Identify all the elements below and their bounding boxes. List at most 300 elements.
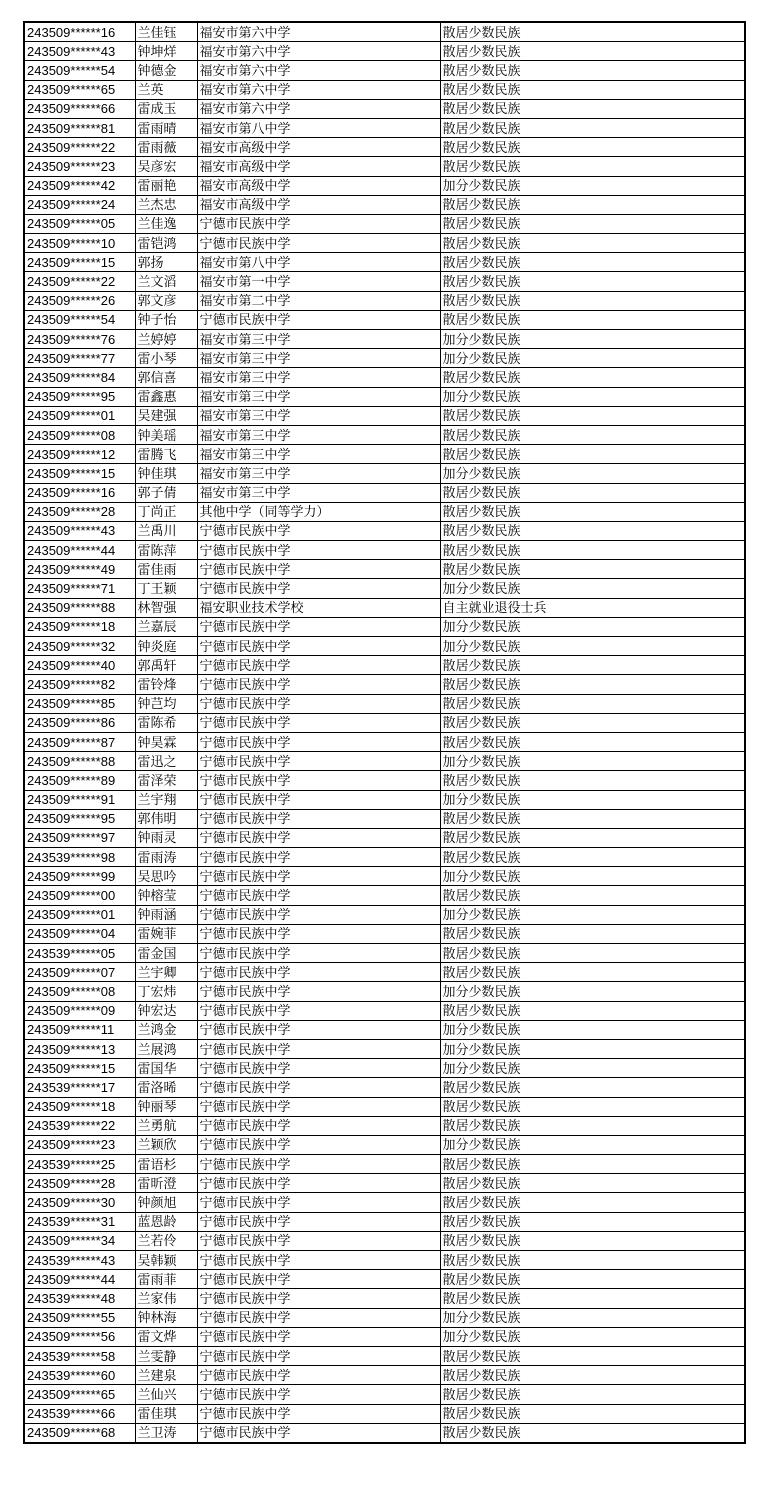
exam-id-cell: 243509******08 <box>24 982 135 1001</box>
exam-id-cell: 243509******66 <box>24 99 135 118</box>
name-cell: 雷文烨 <box>135 1327 197 1346</box>
category-cell: 散居少数民族 <box>440 310 745 329</box>
school-cell: 宁德市民族中学 <box>197 1308 440 1327</box>
category-cell: 散居少数民族 <box>440 42 745 61</box>
table-row <box>24 790 745 809</box>
name-cell: 雷铃烽 <box>135 675 197 694</box>
name-cell: 兰佳钰 <box>135 22 197 42</box>
exam-id-cell: 243539******05 <box>24 944 135 963</box>
category-cell: 散居少数民族 <box>440 118 745 137</box>
table-row <box>24 368 745 387</box>
exam-id-cell: 243509******09 <box>24 1001 135 1020</box>
category-cell: 散居少数民族 <box>440 1289 745 1308</box>
category-cell: 散居少数民族 <box>440 291 745 310</box>
exam-id-cell: 243509******12 <box>24 445 135 464</box>
category-cell: 加分少数民族 <box>440 617 745 636</box>
school-cell: 宁德市民族中学 <box>197 1366 440 1385</box>
exam-id-cell: 243509******87 <box>24 732 135 751</box>
table-row <box>24 694 745 713</box>
category-cell: 加分少数民族 <box>440 867 745 886</box>
name-cell: 丁王颖 <box>135 579 197 598</box>
table-row <box>24 656 745 675</box>
table-row <box>24 982 745 1001</box>
school-cell: 宁德市民族中学 <box>197 752 440 771</box>
table-row <box>24 445 745 464</box>
category-cell: 散居少数民族 <box>440 886 745 905</box>
exam-id-cell: 243509******13 <box>24 1039 135 1058</box>
name-cell: 兰卫涛 <box>135 1423 197 1443</box>
school-cell: 福安市第八中学 <box>197 253 440 272</box>
name-cell: 雷腾飞 <box>135 445 197 464</box>
exam-id-cell: 243509******04 <box>24 924 135 943</box>
table-row <box>24 1385 745 1404</box>
school-cell: 宁德市民族中学 <box>197 1155 440 1174</box>
name-cell: 兰家伟 <box>135 1289 197 1308</box>
category-cell: 加分少数民族 <box>440 464 745 483</box>
category-cell: 散居少数民族 <box>440 1116 745 1135</box>
exam-id-cell: 243509******77 <box>24 349 135 368</box>
category-cell: 散居少数民族 <box>440 425 745 444</box>
exam-id-cell: 243509******43 <box>24 42 135 61</box>
table-row <box>24 330 745 349</box>
table-row <box>24 310 745 329</box>
school-cell: 宁德市民族中学 <box>197 771 440 790</box>
name-cell: 吴彦宏 <box>135 157 197 176</box>
exam-id-cell: 243509******97 <box>24 828 135 847</box>
exam-id-cell: 243509******82 <box>24 675 135 694</box>
exam-id-cell: 243509******99 <box>24 867 135 886</box>
table-row <box>24 1155 745 1174</box>
name-cell: 丁宏炜 <box>135 982 197 1001</box>
table-row <box>24 1289 745 1308</box>
school-cell: 宁德市民族中学 <box>197 1174 440 1193</box>
exam-id-cell: 243539******98 <box>24 848 135 867</box>
table-row <box>24 1423 745 1443</box>
table-row <box>24 1270 745 1289</box>
name-cell: 兰若伶 <box>135 1231 197 1250</box>
category-cell: 自主就业退役士兵 <box>440 598 745 617</box>
exam-id-cell: 243539******48 <box>24 1289 135 1308</box>
exam-id-cell: 243509******11 <box>24 1020 135 1039</box>
table-row <box>24 157 745 176</box>
table-row <box>24 771 745 790</box>
name-cell: 钟芑均 <box>135 694 197 713</box>
name-cell: 兰仙兴 <box>135 1385 197 1404</box>
name-cell: 雷雨菲 <box>135 1270 197 1289</box>
exam-id-cell: 243509******30 <box>24 1193 135 1212</box>
category-cell: 散居少数民族 <box>440 1155 745 1174</box>
name-cell: 雷佳雨 <box>135 560 197 579</box>
category-cell: 散居少数民族 <box>440 1270 745 1289</box>
name-cell: 兰英 <box>135 80 197 99</box>
name-cell: 兰杰忠 <box>135 195 197 214</box>
school-cell: 福安市第三中学 <box>197 445 440 464</box>
table-row <box>24 1078 745 1097</box>
name-cell: 兰雯静 <box>135 1346 197 1365</box>
name-cell: 兰颖欣 <box>135 1135 197 1154</box>
school-cell: 福安市第三中学 <box>197 387 440 406</box>
category-cell: 加分少数民族 <box>440 579 745 598</box>
table-row <box>24 809 745 828</box>
school-cell: 宁德市民族中学 <box>197 867 440 886</box>
school-cell: 宁德市民族中学 <box>197 924 440 943</box>
exam-id-cell: 243509******28 <box>24 502 135 521</box>
name-cell: 雷婉菲 <box>135 924 197 943</box>
category-cell: 散居少数民族 <box>440 1078 745 1097</box>
name-cell: 郭伟明 <box>135 809 197 828</box>
name-cell: 郭子倩 <box>135 483 197 502</box>
exam-id-cell: 243509******22 <box>24 272 135 291</box>
name-cell: 兰佳逸 <box>135 214 197 233</box>
exam-id-cell: 243509******65 <box>24 80 135 99</box>
school-cell: 宁德市民族中学 <box>197 886 440 905</box>
school-cell: 宁德市民族中学 <box>197 617 440 636</box>
exam-id-cell: 243539******31 <box>24 1212 135 1231</box>
table-row <box>24 867 745 886</box>
name-cell: 雷铠鸿 <box>135 234 197 253</box>
table-row <box>24 1404 745 1423</box>
exam-id-cell: 243509******08 <box>24 425 135 444</box>
exam-id-cell: 243539******58 <box>24 1346 135 1365</box>
school-cell: 宁德市民族中学 <box>197 1212 440 1231</box>
category-cell: 散居少数民族 <box>440 1212 745 1231</box>
exam-id-cell: 243509******95 <box>24 809 135 828</box>
school-cell: 福安市第一中学 <box>197 272 440 291</box>
school-cell: 宁德市民族中学 <box>197 1193 440 1212</box>
name-cell: 郭禹轩 <box>135 656 197 675</box>
name-cell: 雷国华 <box>135 1059 197 1078</box>
table-row <box>24 848 745 867</box>
table-row <box>24 502 745 521</box>
category-cell: 散居少数民族 <box>440 1251 745 1270</box>
exam-id-cell: 243509******65 <box>24 1385 135 1404</box>
category-cell: 散居少数民族 <box>440 1231 745 1250</box>
category-cell: 散居少数民族 <box>440 944 745 963</box>
exam-id-cell: 243509******05 <box>24 214 135 233</box>
exam-id-cell: 243509******95 <box>24 387 135 406</box>
table-row <box>24 886 745 905</box>
table-row <box>24 61 745 80</box>
name-cell: 钟宏达 <box>135 1001 197 1020</box>
table-row <box>24 1231 745 1250</box>
school-cell: 宁德市民族中学 <box>197 982 440 1001</box>
table-row <box>24 905 745 924</box>
name-cell: 兰禹川 <box>135 521 197 540</box>
school-cell: 福安市第六中学 <box>197 22 440 42</box>
exam-id-cell: 243539******17 <box>24 1078 135 1097</box>
exam-id-cell: 243509******76 <box>24 330 135 349</box>
name-cell: 雷昕澄 <box>135 1174 197 1193</box>
name-cell: 吴思吟 <box>135 867 197 886</box>
table-row <box>24 483 745 502</box>
exam-id-cell: 243509******18 <box>24 617 135 636</box>
school-cell: 宁德市民族中学 <box>197 1039 440 1058</box>
exam-id-cell: 243509******54 <box>24 61 135 80</box>
school-cell: 福安职业技术学校 <box>197 598 440 617</box>
school-cell: 宁德市民族中学 <box>197 214 440 233</box>
name-cell: 钟昊霖 <box>135 732 197 751</box>
name-cell: 兰展鸿 <box>135 1039 197 1058</box>
exam-id-cell: 243509******15 <box>24 464 135 483</box>
table-row <box>24 1020 745 1039</box>
category-cell: 散居少数民族 <box>440 61 745 80</box>
category-cell: 散居少数民族 <box>440 99 745 118</box>
category-cell: 散居少数民族 <box>440 694 745 713</box>
category-cell: 加分少数民族 <box>440 1020 745 1039</box>
category-cell: 加分少数民族 <box>440 905 745 924</box>
name-cell: 雷成玉 <box>135 99 197 118</box>
school-cell: 宁德市民族中学 <box>197 1423 440 1443</box>
name-cell: 兰勇航 <box>135 1116 197 1135</box>
exam-id-cell: 243509******44 <box>24 541 135 560</box>
category-cell: 散居少数民族 <box>440 1001 745 1020</box>
table-row <box>24 234 745 253</box>
name-cell: 兰宇卿 <box>135 963 197 982</box>
name-cell: 雷丽艳 <box>135 176 197 195</box>
exam-id-cell: 243509******15 <box>24 1059 135 1078</box>
table-row <box>24 349 745 368</box>
name-cell: 钟丽琴 <box>135 1097 197 1116</box>
exam-id-cell: 243509******16 <box>24 22 135 42</box>
exam-id-cell: 243509******01 <box>24 406 135 425</box>
school-cell: 福安市第三中学 <box>197 330 440 349</box>
table-row <box>24 1116 745 1135</box>
school-cell: 福安市高级中学 <box>197 157 440 176</box>
school-cell: 其他中学（同等学力） <box>197 502 440 521</box>
table-row <box>24 1001 745 1020</box>
category-cell: 散居少数民族 <box>440 80 745 99</box>
exam-id-cell: 243509******86 <box>24 713 135 732</box>
category-cell: 散居少数民族 <box>440 157 745 176</box>
category-cell: 散居少数民族 <box>440 771 745 790</box>
school-cell: 宁德市民族中学 <box>197 1289 440 1308</box>
category-cell: 散居少数民族 <box>440 483 745 502</box>
category-cell: 散居少数民族 <box>440 1097 745 1116</box>
school-cell: 宁德市民族中学 <box>197 828 440 847</box>
school-cell: 宁德市民族中学 <box>197 1020 440 1039</box>
school-cell: 宁德市民族中学 <box>197 234 440 253</box>
exam-id-cell: 243509******71 <box>24 579 135 598</box>
exam-id-cell: 243509******88 <box>24 752 135 771</box>
school-cell: 福安市第三中学 <box>197 406 440 425</box>
exam-id-cell: 243509******85 <box>24 694 135 713</box>
exam-id-cell: 243509******43 <box>24 521 135 540</box>
category-cell: 散居少数民族 <box>440 560 745 579</box>
table-row <box>24 1135 745 1154</box>
name-cell: 郭扬 <box>135 253 197 272</box>
table-row <box>24 1212 745 1231</box>
name-cell: 兰文滔 <box>135 272 197 291</box>
table-row <box>24 464 745 483</box>
name-cell: 雷迅之 <box>135 752 197 771</box>
school-cell: 宁德市民族中学 <box>197 905 440 924</box>
name-cell: 钟雨灵 <box>135 828 197 847</box>
school-cell: 宁德市民族中学 <box>197 579 440 598</box>
category-cell: 散居少数民族 <box>440 1366 745 1385</box>
table-row <box>24 521 745 540</box>
exam-id-cell: 243509******81 <box>24 118 135 137</box>
category-cell: 散居少数民族 <box>440 1174 745 1193</box>
name-cell: 雷洛晞 <box>135 1078 197 1097</box>
category-cell: 散居少数民族 <box>440 1423 745 1443</box>
name-cell: 钟雨涵 <box>135 905 197 924</box>
exam-id-cell: 243509******23 <box>24 1135 135 1154</box>
school-cell: 宁德市民族中学 <box>197 637 440 656</box>
school-cell: 宁德市民族中学 <box>197 848 440 867</box>
school-cell: 福安市第二中学 <box>197 291 440 310</box>
category-cell: 散居少数民族 <box>440 1346 745 1365</box>
category-cell: 散居少数民族 <box>440 656 745 675</box>
exam-id-cell: 243509******54 <box>24 310 135 329</box>
category-cell: 散居少数民族 <box>440 848 745 867</box>
school-cell: 宁德市民族中学 <box>197 1097 440 1116</box>
exam-id-cell: 243509******00 <box>24 886 135 905</box>
table-row <box>24 80 745 99</box>
table-row <box>24 963 745 982</box>
exam-id-cell: 243509******10 <box>24 234 135 253</box>
table-row <box>24 272 745 291</box>
exam-id-cell: 243509******42 <box>24 176 135 195</box>
school-cell: 福安市第六中学 <box>197 61 440 80</box>
category-cell: 散居少数民族 <box>440 214 745 233</box>
school-cell: 宁德市民族中学 <box>197 1346 440 1365</box>
student-table <box>23 21 746 1444</box>
name-cell: 郭信喜 <box>135 368 197 387</box>
school-cell: 福安市第三中学 <box>197 425 440 444</box>
exam-id-cell: 243509******16 <box>24 483 135 502</box>
school-cell: 福安市高级中学 <box>197 195 440 214</box>
table-row <box>24 1174 745 1193</box>
exam-id-cell: 243509******88 <box>24 598 135 617</box>
category-cell: 加分少数民族 <box>440 330 745 349</box>
table-row <box>24 598 745 617</box>
school-cell: 福安市第六中学 <box>197 42 440 61</box>
exam-id-cell: 243509******84 <box>24 368 135 387</box>
exam-id-cell: 243509******68 <box>24 1423 135 1443</box>
school-cell: 宁德市民族中学 <box>197 1404 440 1423</box>
exam-id-cell: 243509******24 <box>24 195 135 214</box>
category-cell: 散居少数民族 <box>440 809 745 828</box>
category-cell: 加分少数民族 <box>440 349 745 368</box>
name-cell: 雷泽荣 <box>135 771 197 790</box>
school-cell: 宁德市民族中学 <box>197 1385 440 1404</box>
category-cell: 散居少数民族 <box>440 234 745 253</box>
name-cell: 雷语杉 <box>135 1155 197 1174</box>
category-cell: 散居少数民族 <box>440 272 745 291</box>
table-row <box>24 291 745 310</box>
exam-id-cell: 243509******01 <box>24 905 135 924</box>
name-cell: 兰宇翔 <box>135 790 197 809</box>
category-cell: 加分少数民族 <box>440 387 745 406</box>
table-row <box>24 1251 745 1270</box>
exam-id-cell: 243509******49 <box>24 560 135 579</box>
name-cell: 蓝恩龄 <box>135 1212 197 1231</box>
category-cell: 散居少数民族 <box>440 521 745 540</box>
category-cell: 加分少数民族 <box>440 637 745 656</box>
category-cell: 散居少数民族 <box>440 924 745 943</box>
school-cell: 福安市第六中学 <box>197 80 440 99</box>
name-cell: 雷陈希 <box>135 713 197 732</box>
table-row <box>24 176 745 195</box>
name-cell: 钟林海 <box>135 1308 197 1327</box>
category-cell: 散居少数民族 <box>440 1193 745 1212</box>
category-cell: 加分少数民族 <box>440 1059 745 1078</box>
name-cell: 钟美瑶 <box>135 425 197 444</box>
category-cell: 散居少数民族 <box>440 368 745 387</box>
school-cell: 福安市第三中学 <box>197 349 440 368</box>
school-cell: 宁德市民族中学 <box>197 963 440 982</box>
category-cell: 加分少数民族 <box>440 1039 745 1058</box>
table-row <box>24 732 745 751</box>
exam-id-cell: 243539******25 <box>24 1155 135 1174</box>
name-cell: 钟德金 <box>135 61 197 80</box>
table-row <box>24 675 745 694</box>
name-cell: 兰婷婷 <box>135 330 197 349</box>
table-row <box>24 1366 745 1385</box>
table-row <box>24 406 745 425</box>
exam-id-cell: 243509******56 <box>24 1327 135 1346</box>
table-row <box>24 1059 745 1078</box>
table-row <box>24 1346 745 1365</box>
name-cell: 钟坤烊 <box>135 42 197 61</box>
name-cell: 钟颜旭 <box>135 1193 197 1212</box>
school-cell: 宁德市民族中学 <box>197 1231 440 1250</box>
table-row <box>24 1097 745 1116</box>
name-cell: 林智强 <box>135 598 197 617</box>
school-cell: 宁德市民族中学 <box>197 560 440 579</box>
table-row <box>24 637 745 656</box>
table-row <box>24 22 745 42</box>
name-cell: 吴建强 <box>135 406 197 425</box>
table-row <box>24 387 745 406</box>
school-cell: 福安市高级中学 <box>197 176 440 195</box>
name-cell: 雷鑫惠 <box>135 387 197 406</box>
name-cell: 兰嘉辰 <box>135 617 197 636</box>
school-cell: 宁德市民族中学 <box>197 1078 440 1097</box>
name-cell: 钟榕莹 <box>135 886 197 905</box>
exam-id-cell: 243509******89 <box>24 771 135 790</box>
school-cell: 宁德市民族中学 <box>197 310 440 329</box>
name-cell: 雷佳琪 <box>135 1404 197 1423</box>
table-row <box>24 1039 745 1058</box>
exam-id-cell: 243509******44 <box>24 1270 135 1289</box>
school-cell: 福安市第三中学 <box>197 464 440 483</box>
exam-id-cell: 243509******91 <box>24 790 135 809</box>
exam-id-cell: 243509******32 <box>24 637 135 656</box>
school-cell: 宁德市民族中学 <box>197 732 440 751</box>
table-row <box>24 99 745 118</box>
category-cell: 加分少数民族 <box>440 1308 745 1327</box>
name-cell: 兰鸿金 <box>135 1020 197 1039</box>
category-cell: 散居少数民族 <box>440 828 745 847</box>
table-row <box>24 752 745 771</box>
category-cell: 散居少数民族 <box>440 675 745 694</box>
name-cell: 兰建泉 <box>135 1366 197 1385</box>
category-cell: 散居少数民族 <box>440 445 745 464</box>
name-cell: 钟佳琪 <box>135 464 197 483</box>
table-row <box>24 1327 745 1346</box>
school-cell: 宁德市民族中学 <box>197 790 440 809</box>
school-cell: 宁德市民族中学 <box>197 694 440 713</box>
name-cell: 雷雨涛 <box>135 848 197 867</box>
name-cell: 钟子怡 <box>135 310 197 329</box>
category-cell: 加分少数民族 <box>440 790 745 809</box>
table-row <box>24 924 745 943</box>
exam-id-cell: 243539******22 <box>24 1116 135 1135</box>
name-cell: 雷雨晴 <box>135 118 197 137</box>
category-cell: 散居少数民族 <box>440 963 745 982</box>
table-row <box>24 138 745 157</box>
